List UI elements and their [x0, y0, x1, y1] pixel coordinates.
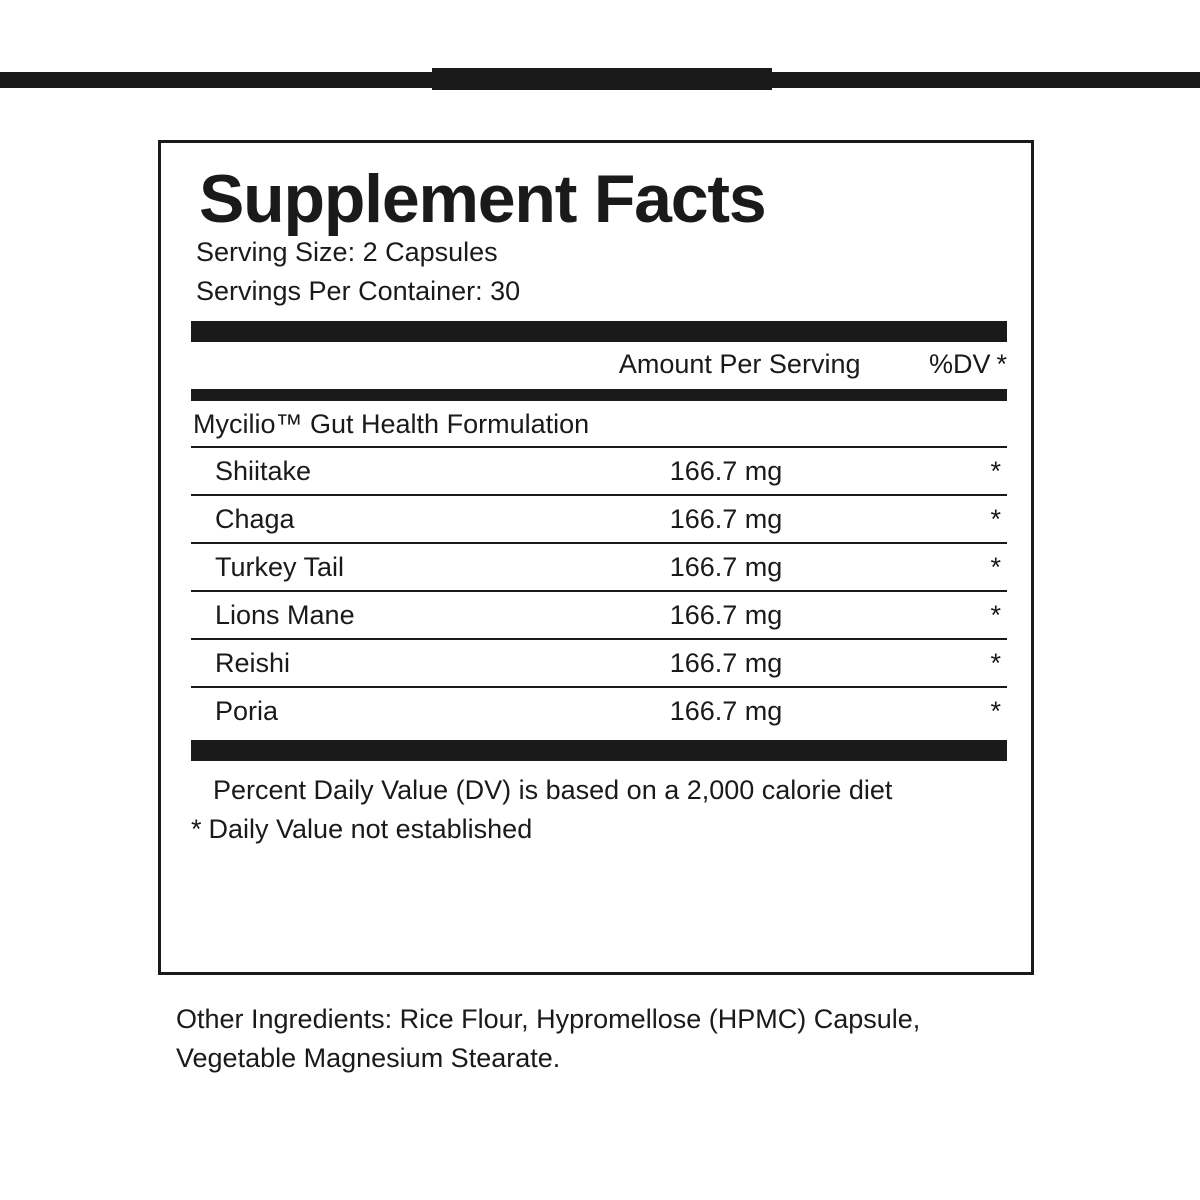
ingredient-name: Chaga	[215, 504, 295, 535]
ingredient-amount: 166.7 mg	[669, 456, 783, 487]
table-row	[191, 496, 1007, 542]
table-row	[191, 688, 1007, 734]
footnotes	[191, 761, 1007, 849]
ingredient-name: Shiitake	[215, 456, 312, 487]
ingredient-name: Turkey Tail	[215, 552, 345, 583]
footnote-star: *	[191, 814, 202, 845]
table-row	[191, 640, 1007, 686]
divider-thick-top	[191, 321, 1007, 342]
other-ingredients: Other Ingredients: Rice Flour, Hypromellose (HPMC) Capsule, Vegetable Magnesium Stearate.	[176, 1004, 921, 1074]
amount-per-serving-header: Amount Per Serving	[618, 349, 861, 380]
column-headers	[191, 342, 1007, 385]
ingredient-dv: *	[990, 696, 1001, 727]
ingredient-amount: 166.7 mg	[669, 600, 783, 631]
supplement-facts-content	[191, 157, 1007, 850]
daily-value-header-star: *	[996, 349, 1007, 380]
footnote-not-established-text: Daily Value not established	[208, 814, 533, 845]
table-row	[191, 448, 1007, 494]
ingredient-amount: 166.7 mg	[669, 552, 783, 583]
serving-size: Serving Size: 2 Capsules	[196, 237, 498, 267]
daily-value-header: %DV	[928, 349, 991, 380]
supplement-facts-panel	[158, 140, 1034, 975]
ingredient-amount: 166.7 mg	[669, 648, 783, 679]
table-row	[191, 544, 1007, 590]
ingredient-dv: *	[990, 456, 1001, 487]
cropped-heading-text	[432, 68, 772, 90]
supplement-facts-title: Supplement Facts	[199, 161, 766, 237]
ingredient-dv: *	[990, 648, 1001, 679]
ingredient-name: Lions Mane	[215, 600, 355, 631]
ingredient-dv: *	[990, 600, 1001, 631]
servings-per-container: Servings Per Container: 30	[196, 276, 521, 307]
footnote-daily-value-basis: Percent Daily Value (DV) is based on a 2,000 calorie diet	[213, 775, 893, 806]
ingredient-name: Reishi	[215, 648, 291, 679]
divider-thick-bottom	[191, 740, 1007, 761]
table-row	[191, 592, 1007, 638]
ingredient-dv: *	[990, 504, 1001, 535]
ingredient-name: Poria	[215, 696, 279, 727]
formulation-name: Mycilio™ Gut Health Formulation	[193, 409, 590, 440]
divider-medium	[191, 389, 1007, 401]
ingredient-dv: *	[990, 552, 1001, 583]
ingredient-amount: 166.7 mg	[669, 504, 783, 535]
footnote-not-established	[191, 810, 1007, 849]
ingredient-amount: 166.7 mg	[669, 696, 783, 727]
